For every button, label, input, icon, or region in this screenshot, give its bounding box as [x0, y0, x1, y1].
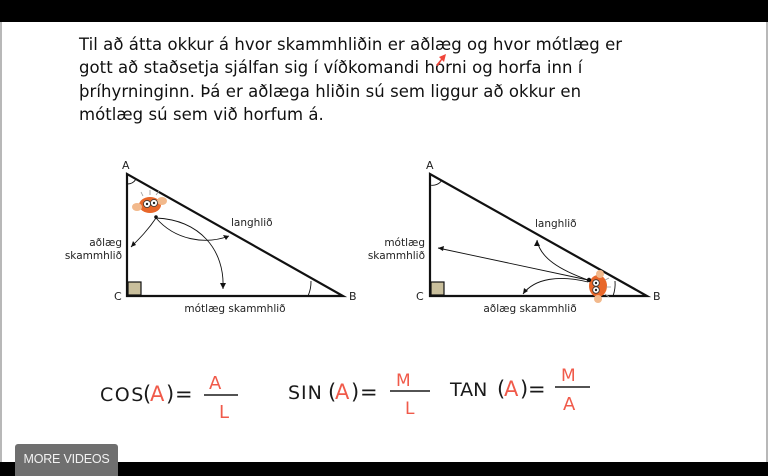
formula-equals: = — [528, 377, 546, 401]
formula-tan — [449, 366, 590, 415]
formula-sin — [288, 371, 430, 419]
formula-func: TAN — [450, 379, 488, 401]
formula-func: COS — [100, 384, 145, 406]
svg-text:(: ( — [497, 377, 506, 401]
formula-cos — [100, 373, 238, 423]
intro-line: þríhyrninginn. Þá er aðlæga hliðin sú sem liggur að okkur en — [79, 81, 582, 101]
opposite-label: mótlæg — [384, 237, 425, 249]
formula-equals: = — [175, 382, 193, 406]
svg-text:(: ( — [143, 382, 152, 406]
adjacent-label: aðlæg skammhlið — [483, 303, 577, 315]
svg-text:): ) — [520, 377, 529, 401]
formula-arg: A — [335, 380, 350, 404]
formula-numerator: M — [396, 371, 411, 391]
svg-text:): ) — [351, 380, 360, 404]
vertex-label-c: C — [416, 290, 424, 303]
formula-denominator: A — [563, 394, 576, 415]
formula-numerator: M — [561, 366, 576, 386]
vertex-label-c: C — [114, 290, 122, 303]
adjacent-label: aðlæg — [89, 237, 122, 249]
intro-line: mótlæg sú sem við horfum á. — [79, 104, 324, 124]
intro-line: gott að staðsetja sjálfan sig í víðkomandi horni og horfa inn í — [79, 58, 583, 78]
intro-line: Til að átta okkur á hvor skammhliðin er aðlæg og hvor mótlæg er — [79, 35, 623, 54]
formula-equals: = — [360, 380, 378, 404]
vertex-label-b: B — [653, 290, 661, 303]
formula-arg: A — [504, 377, 519, 401]
opposite-label: mótlæg skammhlið — [184, 303, 286, 315]
opposite-label: skammhlið — [367, 250, 425, 262]
vertex-label-a: A — [122, 159, 130, 172]
formula-arg: A — [150, 382, 165, 406]
more-videos-button[interactable]: MORE VIDEOS — [15, 444, 118, 476]
hypotenuse-label: langhlið — [231, 217, 273, 229]
vertex-label-b: B — [349, 290, 357, 303]
hypotenuse-label: langhlið — [535, 218, 577, 230]
formula-denominator: L — [219, 402, 230, 423]
formula-func: SIN — [288, 382, 323, 404]
vertex-label-a: A — [426, 159, 434, 172]
adjacent-label: skammhlið — [64, 250, 122, 262]
formula-denominator: L — [405, 399, 415, 419]
svg-text:(: ( — [328, 380, 337, 404]
formula-numerator: A — [209, 373, 222, 394]
svg-text:): ) — [166, 382, 175, 406]
